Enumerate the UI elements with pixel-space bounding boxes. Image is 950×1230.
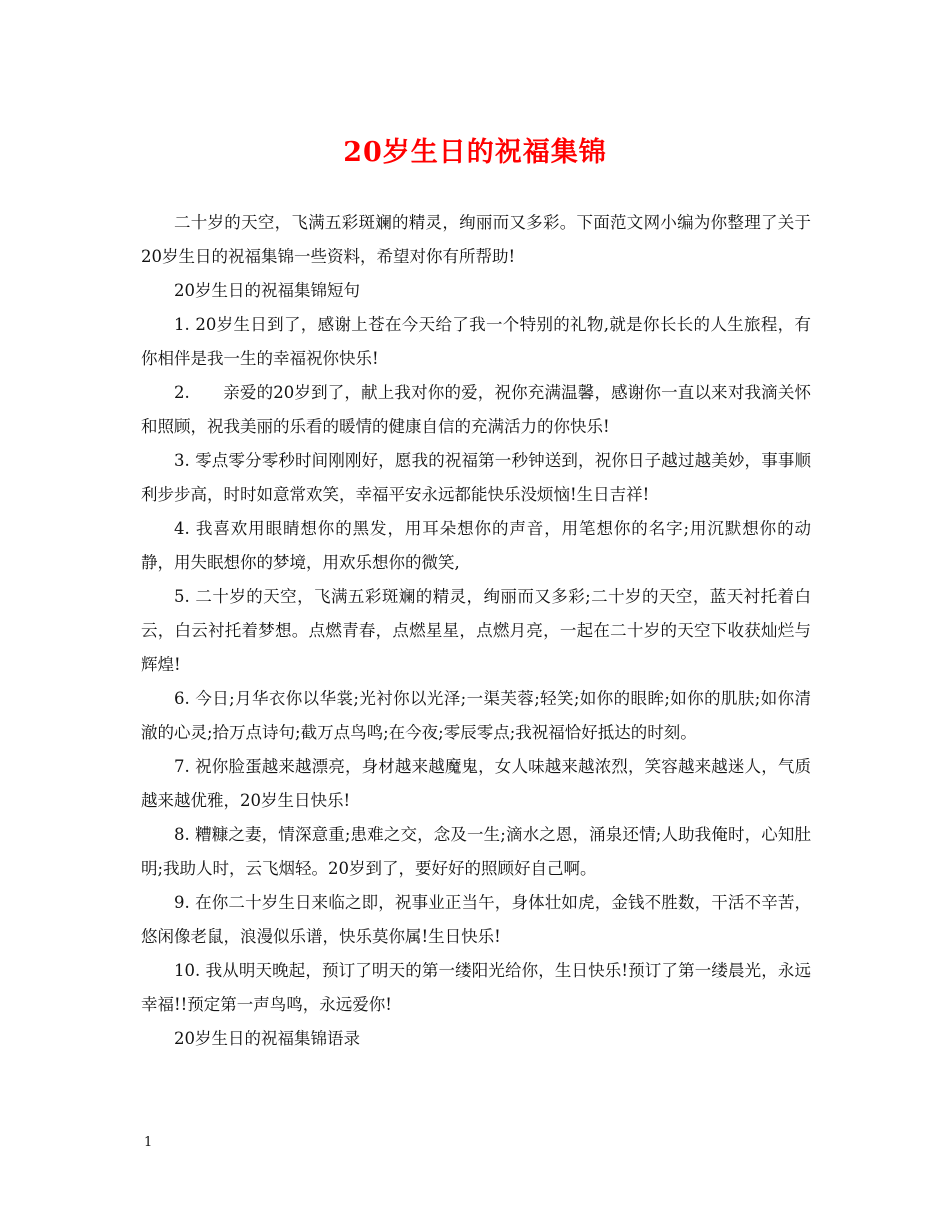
wish-item-5: 5. 二十岁的天空，飞满五彩斑斓的精灵，绚丽而又多彩;二十岁的天空，蓝天衬托着白云，白云衬托着梦想。点燃青春，点燃星星，点燃月亮，一起在二十岁的天空下收获灿烂与辉煌! [141, 587, 811, 674]
wish-item-8: 8. 糟糠之妻，情深意重;患难之交，念及一生;滴水之恩，涌泉还情;人助我俺时，心知肚明;我助人时，云飞烟轻。20岁到了，要好好的照顾好自己啊。 [141, 825, 811, 878]
wish-item-7: 7. 祝你脸蛋越来越漂亮，身材越来越魔鬼，女人味越来越浓烈，笑容越来越迷人，气质越来越优雅，20岁生日快乐! [141, 757, 811, 810]
section-heading-quotes: 20岁生日的祝福集锦语录 [174, 1029, 360, 1048]
intro-paragraph: 二十岁的天空，飞满五彩斑斓的精灵，绚丽而又多彩。下面范文网小编为你整理了关于20岁生日的祝福集锦一些资料，希望对你有所帮助! [141, 213, 811, 266]
wish-item-2: 2. 亲爱的20岁到了，献上我对你的爱，祝你充满温馨，感谢你一直以来对我滴关怀和照顾，祝我美丽的乐看的暖情的健康自信的充满活力的你快乐! [141, 383, 811, 436]
wish-item-10: 10. 我从明天晚起，预订了明天的第一缕阳光给你，生日快乐!预订了第一缕晨光，永远幸福!!预定第一声鸟鸣，永远爱你! [141, 961, 811, 1014]
document-body [141, 206, 811, 1056]
wish-item-3: 3. 零点零分零秒时间刚刚好，愿我的祝福第一秒钟送到，祝你日子越过越美妙，事事顺利步步高，时时如意常欢笑，幸福平安永远都能快乐没烦恼!生日吉祥! [141, 451, 811, 504]
wish-item-9: 9. 在你二十岁生日来临之即，祝事业正当午，身体壮如虎，金钱不胜数，干活不辛苦，悠闲像老鼠，浪漫似乐谱，快乐莫你属!生日快乐! [141, 893, 811, 946]
wish-item-4: 4. 我喜欢用眼睛想你的黑发，用耳朵想你的声音，用笔想你的名字;用沉默想你的动静，用失眠想你的梦境，用欢乐想你的微笑, [141, 519, 811, 572]
wish-item-1: 1. 20岁生日到了，感谢上苍在今天给了我一个特别的礼物,就是你长长的人生旅程，有你相伴是我一生的幸福祝你快乐! [141, 315, 811, 368]
section-heading-short-phrases: 20岁生日的祝福集锦短句 [174, 281, 360, 300]
page-title: 20岁生日的祝福集锦 [343, 137, 607, 168]
wish-item-6: 6. 今日;月华衣你以华裳;光衬你以光泽;一渠芙蓉;轻笑;如你的眼眸;如你的肌肤;如你清澈的心灵;拾万点诗句;截万点鸟鸣;在今夜;零辰零点;我祝福恰好抵达的时刻。 [141, 689, 811, 742]
page-number: 1 [144, 1135, 153, 1150]
